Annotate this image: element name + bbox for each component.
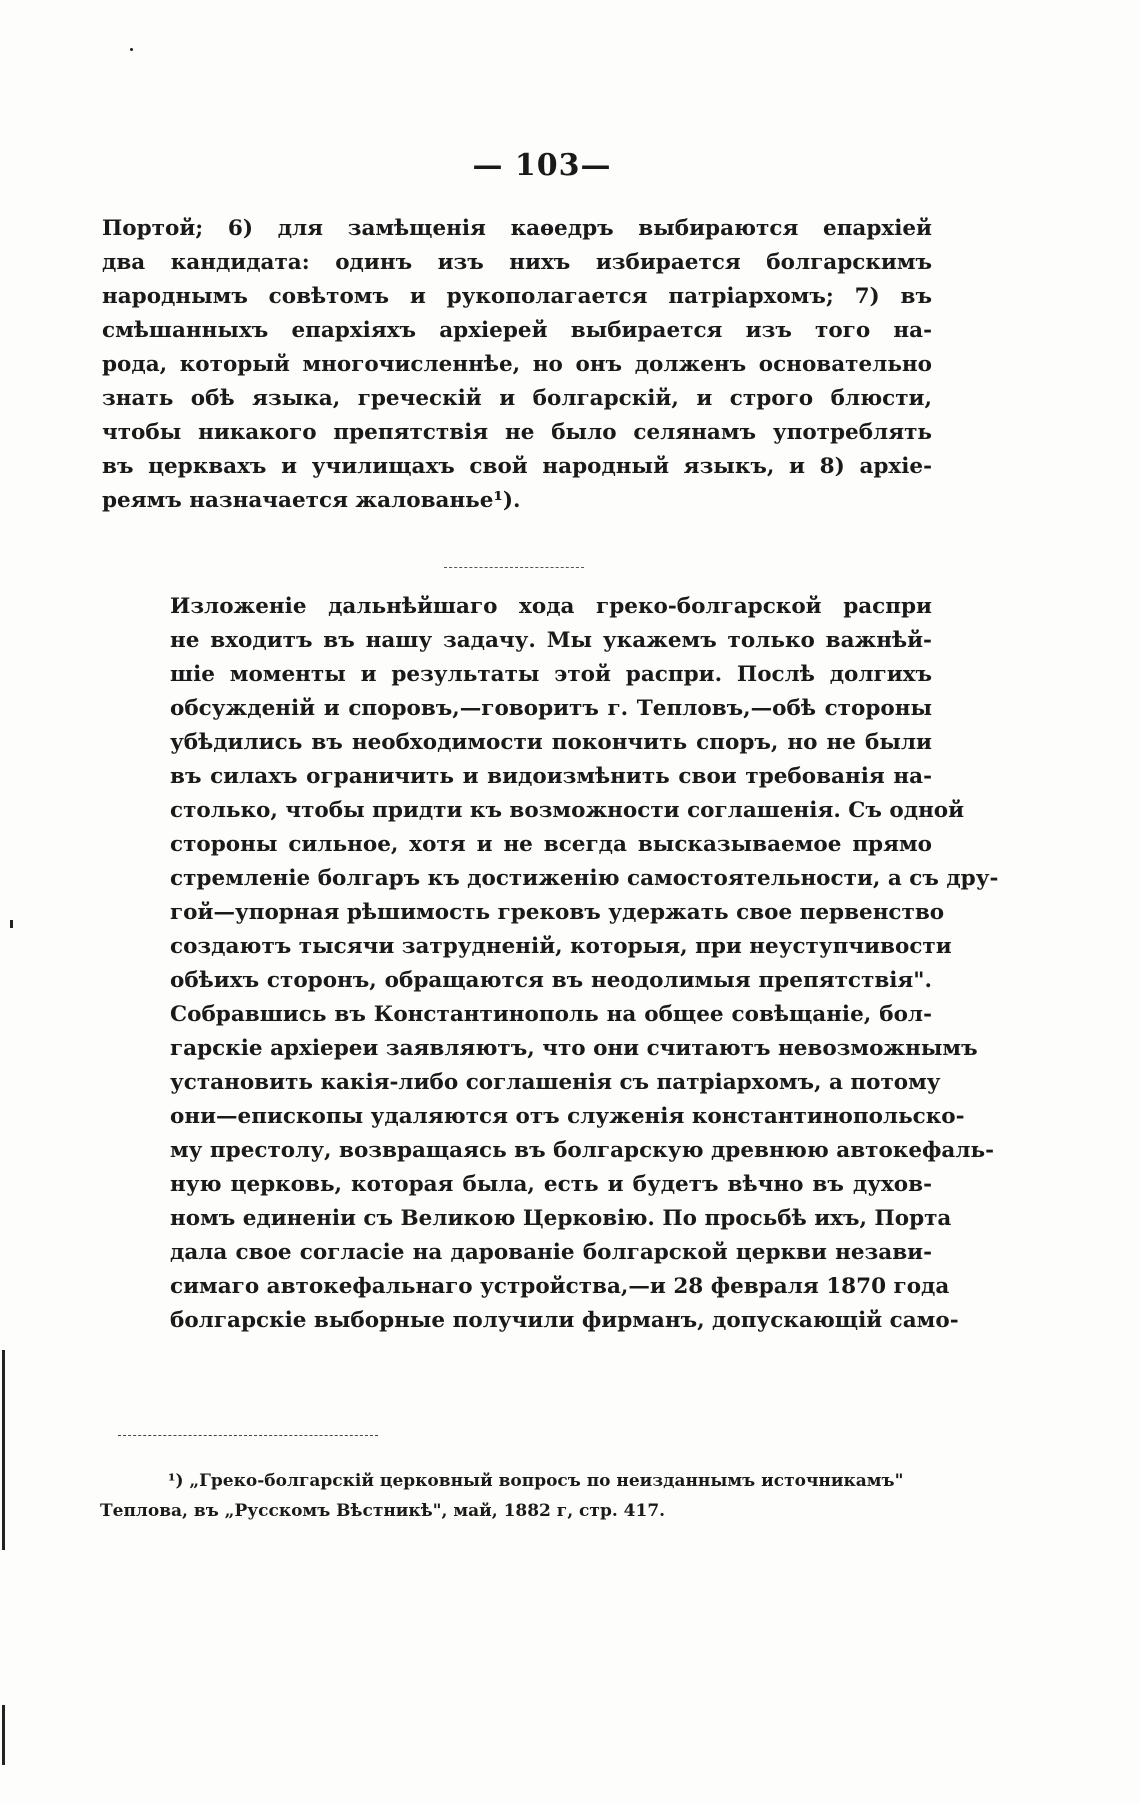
text-line: создаютъ тысячи затрудненій, которыя, при неуступчивости	[170, 934, 952, 959]
footnote-line: ¹) „Греко-болгарскій церковный вопросъ по неизданнымъ источникамъ"	[168, 1471, 904, 1491]
page-number: — 103—	[472, 148, 612, 183]
text-line: Портой; 6) для замѣщенія каѳедръ выбираются епархіей	[102, 216, 932, 241]
text-line: обсужденій и споровъ,—говоритъ г. Тепловъ,—обѣ стороны	[170, 696, 932, 721]
text-line: убѣдились въ необходимости покончить споръ, но не были	[170, 730, 932, 755]
scan-speck	[130, 48, 133, 51]
text-line: стремленіе болгаръ къ достиженію самостоятельности, а съ дру-	[170, 866, 999, 891]
section-separator	[444, 567, 584, 568]
footnote	[100, 1466, 940, 1526]
text-line: Собравшись въ Константинополь на общее совѣщаніе, бол-	[170, 1002, 932, 1027]
scan-edge-mark	[2, 1705, 5, 1765]
text-line: гарскіе архіереи заявляютъ, что они считаютъ невозможнымъ	[170, 1036, 978, 1061]
text-line: болгарскіе выборные получили фирманъ, допускающій само-	[170, 1308, 959, 1333]
text-line: смѣшанныхъ епархіяхъ архіерей выбирается изъ того на-	[102, 318, 932, 343]
text-line: въ церквахъ и училищахъ свой народный языкъ, и 8) архіе-	[102, 454, 932, 479]
scan-edge-mark	[2, 1350, 5, 1550]
text-line: народнымъ совѣтомъ и рукополагается патріархомъ; 7) въ	[102, 284, 932, 309]
text-line: дала свое согласіе на дарованіе болгарской церкви незави-	[170, 1240, 932, 1265]
footnote-rule	[118, 1435, 378, 1436]
text-line: симаго автокефальнаго устройства,—и 28 февраля 1870 года	[170, 1274, 950, 1299]
text-line: въ силахъ ограничить и видоизмѣнить свои требованія на-	[170, 764, 932, 789]
paragraph-continuation	[102, 212, 932, 518]
text-line: установить какія-либо соглашенія съ патріархомъ, а потому	[170, 1070, 941, 1095]
text-line: обѣихъ сторонъ, обращаются въ неодолимыя препятствія".	[170, 968, 932, 993]
paragraph-main	[102, 590, 999, 1338]
text-line: столько, чтобы придти къ возможности соглашенія. Съ одной	[170, 798, 965, 823]
text-line: знать обѣ языка, греческій и болгарскій, и строго блюсти,	[102, 386, 932, 411]
text-line: они—епископы удаляются отъ служенія константинопольско-	[170, 1104, 965, 1129]
text-line: два кандидата: одинъ изъ нихъ избирается болгарскимъ	[102, 250, 932, 275]
text-line: рода, который многочисленнѣе, но онъ долженъ основательно	[102, 352, 932, 377]
text-line: ную церковь, которая была, есть и будетъ вѣчно въ духов-	[170, 1172, 932, 1197]
text-line: реямъ назначается жалованье¹).	[102, 488, 521, 513]
text-line: му престолу, возвращаясь въ болгарскую древнюю автокефаль-	[170, 1138, 995, 1163]
text-line: Изложеніе дальнѣйшаго хода греко-болгарской распри	[170, 594, 932, 619]
text-line: стороны сильное, хотя и не всегда высказываемое прямо	[170, 832, 932, 857]
text-line: не входитъ въ нашу задачу. Мы укажемъ только важнѣй-	[170, 628, 932, 653]
text-line: чтобы никакого препятствія не было селянамъ употреблять	[102, 420, 932, 445]
scan-speck	[10, 920, 13, 928]
text-line: шіе моменты и результаты этой распри. Послѣ долгихъ	[170, 662, 932, 687]
text-line: гой—упорная рѣшимость грековъ удержать свое первенство	[170, 900, 945, 925]
text-line: номъ единеніи съ Великою Церковію. По просьбѣ ихъ, Порта	[170, 1206, 952, 1231]
footnote-line: Теплова, въ „Русскомъ Вѣстникѣ", май, 1882 г, стр. 417.	[100, 1501, 666, 1521]
